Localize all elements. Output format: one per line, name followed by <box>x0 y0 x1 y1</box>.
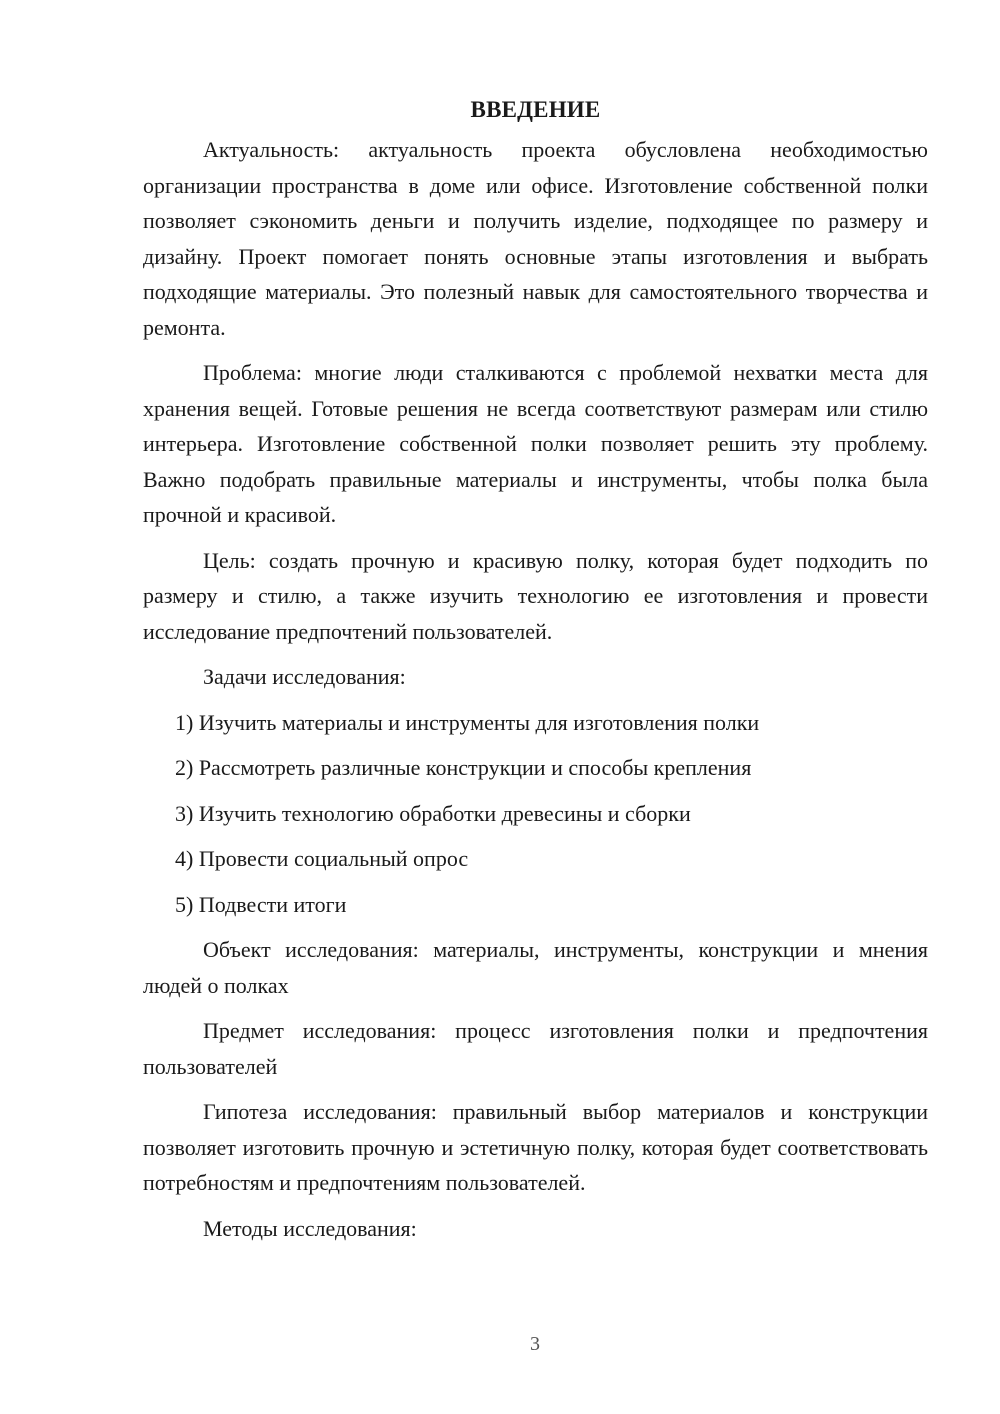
page-content <box>143 92 928 1256</box>
tasks-heading: Задачи исследования: <box>203 664 406 689</box>
list-item: 3) Изучить технологию обработки древесины и сборки <box>175 800 691 826</box>
methods-heading: Методы исследования: <box>203 1215 417 1241</box>
tasks-list <box>143 705 928 923</box>
list-item: 2) Рассмотреть различные конструкции и способы крепления <box>175 755 752 780</box>
goal-paragraph: Цель: создать прочную и красивую полку, которая будет подходить по размеру и стилю, а также изучить технологию ее изготовления и провести исследование предпочтений пользователей. <box>143 547 928 644</box>
hypothesis-paragraph: Гипотеза исследования: правильный выбор материалов и конструкции позволяет изготовить прочную и эстетичную полку, которая будет соответствовать потребностям и предпочтениям пользователей. <box>143 1099 928 1195</box>
subject-paragraph: Предмет исследования: процесс изготовления полки и предпочтения пользователей <box>143 1018 928 1079</box>
list-item: 5) Подвести итоги <box>175 891 347 917</box>
page-number: 3 <box>530 1333 540 1355</box>
object-paragraph: Объект исследования: материалы, инструменты, конструкции и мнения людей о полках <box>143 937 928 998</box>
list-item: 1) Изучить материалы и инструменты для изготовления полки <box>175 709 760 735</box>
list-item: 4) Провести социальный опрос <box>175 846 469 871</box>
relevance-paragraph: Актуальность: актуальность проекта обусловлена необходимостью организации пространства в доме или офисе. Изготовление собственной полки позволяет сэкономить деньги и получить изделие, подходящее по размеру и дизайну. Проект помогает понять основные этапы изготовления и выбрать подходящие материалы. Это полезный навык для самостоятельного творчества и ремонта. <box>143 137 928 340</box>
section-title: ВВЕДЕНИЕ <box>470 97 601 122</box>
problem-paragraph: Проблема: многие люди сталкиваются с проблемой нехватки места для хранения вещей. Готовые решения не всегда соответствуют размерам или стилю интерьера. Изготовление собственной полки позволяет решить эту проблему. Важно подобрать правильные материалы и инструменты, чтобы полка была прочной и красивой. <box>143 360 928 527</box>
